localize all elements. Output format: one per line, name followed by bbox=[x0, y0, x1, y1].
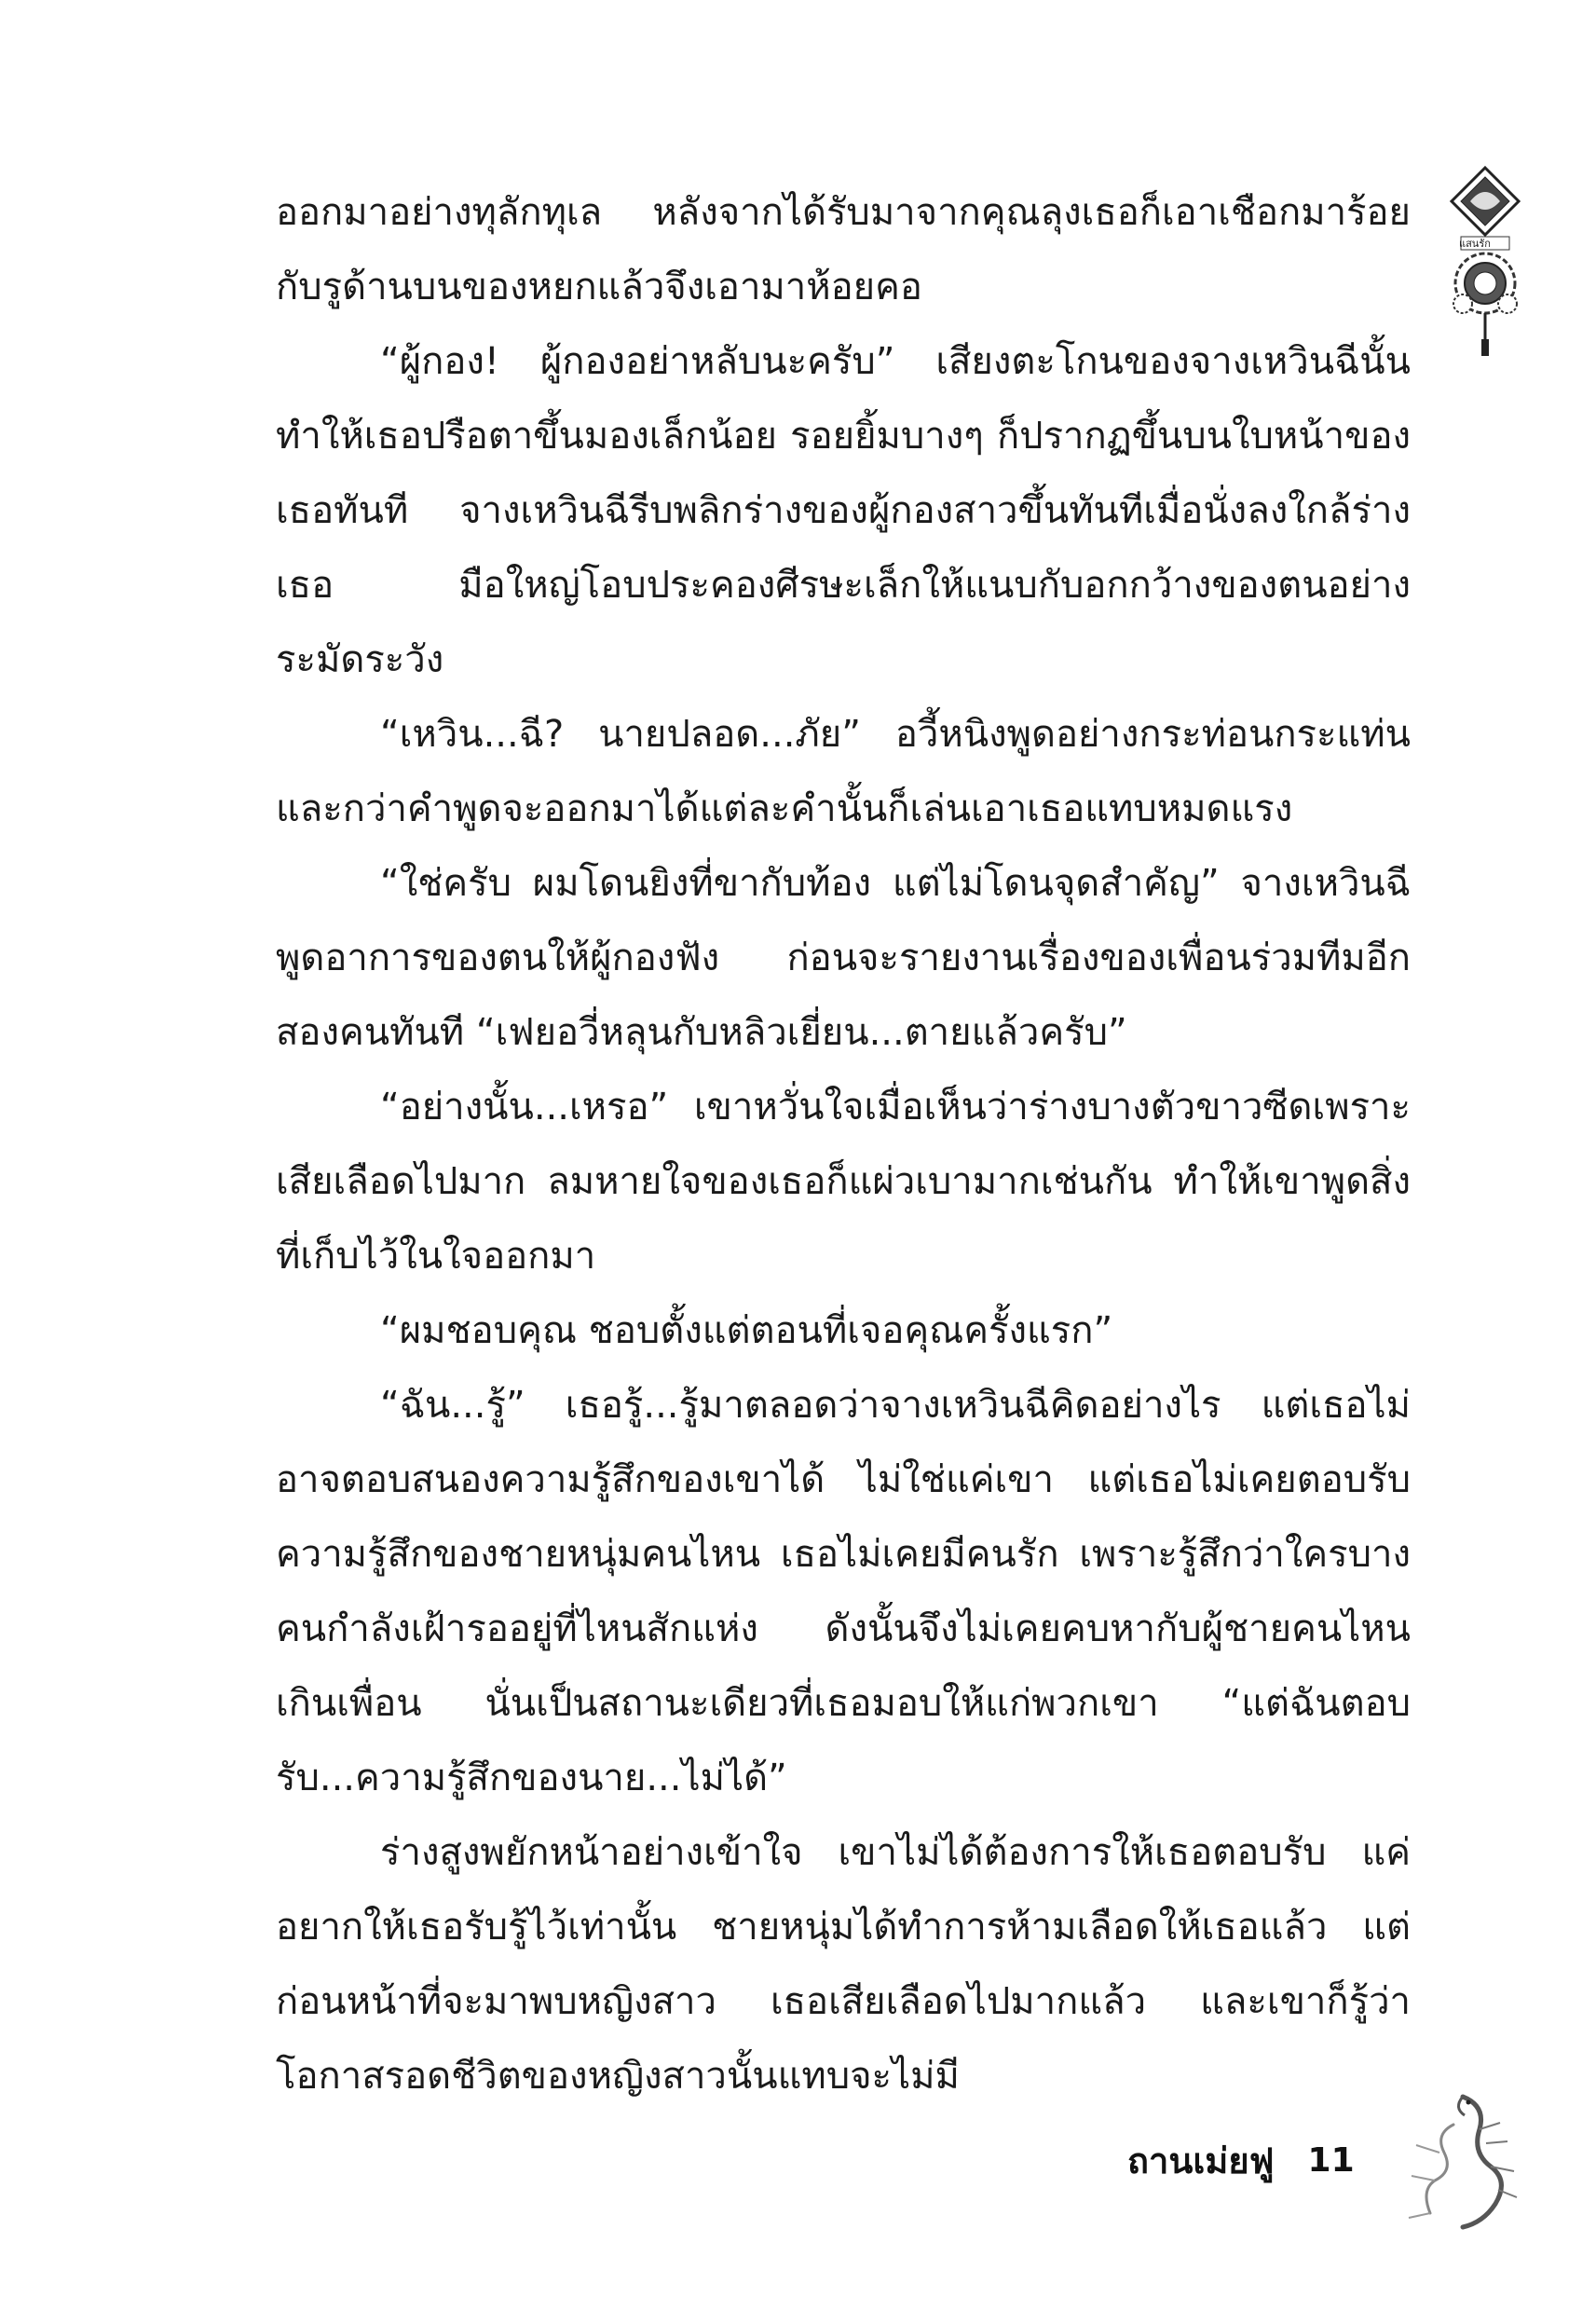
paragraph-4: “ใช่ครับ ผมโดนยิงที่ขากับท้อง แต่ไม่โดนจุดสำคัญ” จางเหวินฉีพูดอาการของตนให้ผู้กองฟัง ก่อนจะรายงานเรื่องของเพื่อนร่วมทีมอีกสองคนทันที “เฟยอวี่หลุนกับหลิวเยี่ยน...ตายแล้วครับ” bbox=[276, 862, 1411, 1054]
body-text bbox=[276, 175, 1411, 2113]
book-title: ถานเม่ยฟู bbox=[1127, 2139, 1275, 2181]
paragraph-6: “ผมชอบคุณ ชอบตั้งแต่ตอนที่เจอคุณครั้งแรก” bbox=[380, 1309, 1113, 1352]
paragraph-1: ออกมาอย่างทุลักทุเล หลังจากได้รับมาจากคุณลุงเธอก็เอาเชือกมาร้อยกับรูด้านบนของหยกแล้วจึงเอามาห้อยคอ bbox=[276, 191, 1411, 308]
paragraph-5: “อย่างนั้น...เหรอ” เขาหวั่นใจเมื่อเห็นว่าร่างบางตัวขาวซีดเพราะเสียเลือดไปมาก ลมหายใจของเธอก็แผ่วเบามากเช่นกัน ทำให้เขาพูดสิ่งที่เก็บไว้ในใจออกมา bbox=[276, 1086, 1411, 1278]
publisher-logo-text: แสนรัก bbox=[1459, 238, 1491, 250]
paragraph-8: ร่างสูงพยักหน้าอย่างเข้าใจ เขาไม่ได้ต้องการให้เธอตอบรับ แค่อยากให้เธอรับรู้ไว้เท่านั้น ชายหนุ่มได้ทำการห้ามเลือดให้เธอแล้ว แต่ก่อนหน้าที่จะมาพบหญิงสาว เธอเสียเลือดไปมากแล้ว และเขาก็รู้ว่าโอกาสรอดชีวิตของหญิงสาวนั้นแทบจะไม่มี bbox=[276, 1831, 1411, 2098]
page-footer bbox=[1127, 2132, 1355, 2188]
paragraph-3: “เหวิน...ฉี? นายปลอด...ภัย” อวี้หนิงพูดอย่างกระท่อนกระแท่นและกว่าคำพูดจะออกมาได้แต่ละคำนั้นก็เล่นเอาเธอแทบหมดแรง bbox=[276, 713, 1411, 830]
page-number: 11 bbox=[1307, 2140, 1355, 2180]
dragon-ornament-icon bbox=[1398, 2087, 1519, 2236]
paragraph-7: “ฉัน...รู้” เธอรู้...รู้มาตลอดว่าจางเหวินฉีคิดอย่างไร แต่เธอไม่อาจตอบสนองความรู้สึกของเขาได้ ไม่ใช่แค่เขา แต่เธอไม่เคยตอบรับความรู้สึกของชายหนุ่มคนไหน เธอไม่เคยมีคนรัก เพราะรู้สึกว่าใครบางคนกำลังเฝ้ารออยู่ที่ไหนสักแห่ง ดังนั้นจึงไม่เคยคบหากับผู้ชายคนไหนเกินเพื่อน นั่นเป็นสถานะเดียวที่เธอมอบให้แก่พวกเขา “แต่ฉันตอบรับ...ความรู้สึกของนาย...ไม่ได้” bbox=[276, 1384, 1411, 1799]
paragraph-2: “ผู้กอง! ผู้กองอย่าหลับนะครับ” เสียงตะโกนของจางเหวินฉีนั้นทำให้เธอปรือตาขึ้นมองเล็กน้อย รอยยิ้มบางๆ ก็ปรากฏขึ้นบนใบหน้าของเธอทันที จางเหวินฉีรีบพลิกร่างของผู้กองสาวขึ้นทันทีเมื่อนั่งลงใกล้ร่างเธอ มือใหญ่โอบประคองศีรษะเล็กให้แนบกับอกกว้างของตนอย่างระมัดระวัง bbox=[276, 340, 1411, 681]
publisher-logo-icon bbox=[1442, 164, 1528, 360]
